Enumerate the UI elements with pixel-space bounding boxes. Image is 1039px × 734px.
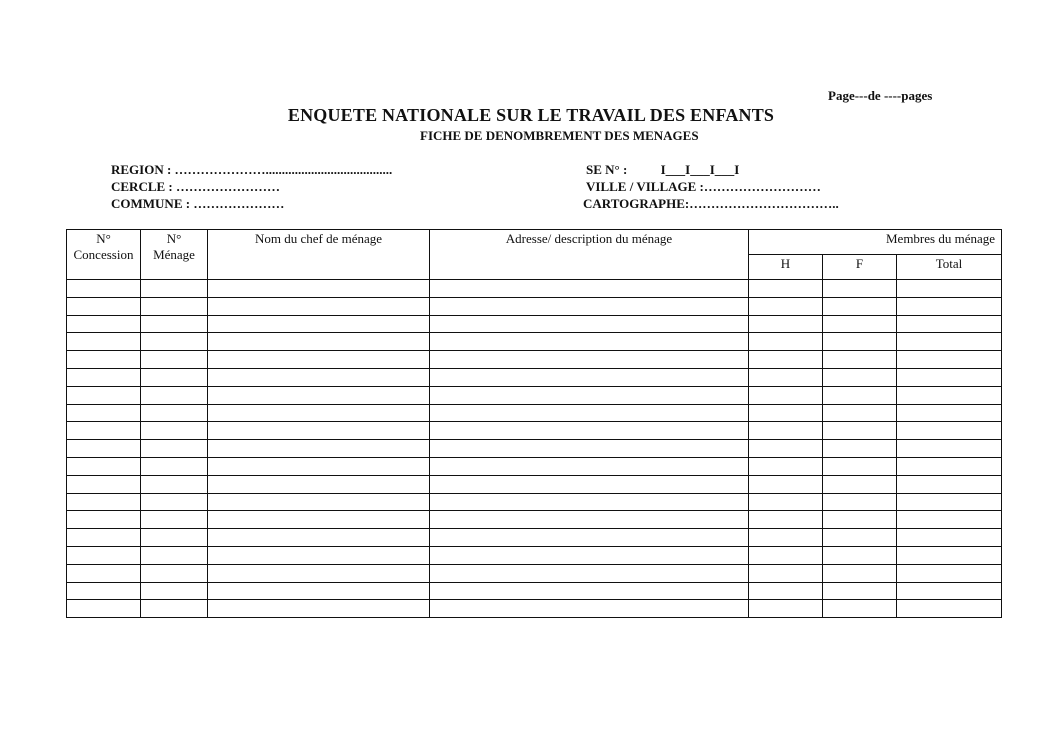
- h-cell: [749, 582, 823, 600]
- table-row: [67, 297, 1002, 315]
- f-cell: [823, 546, 897, 564]
- f-cell: [823, 386, 897, 404]
- adresse-cell: [430, 315, 749, 333]
- f-cell: [823, 422, 897, 440]
- concession-cell: [67, 368, 141, 386]
- f-cell: [823, 440, 897, 458]
- concession-cell: [67, 582, 141, 600]
- table-body: [67, 280, 1002, 618]
- chef-cell: [208, 564, 430, 582]
- menage-cell: [141, 386, 208, 404]
- table-row: [67, 386, 1002, 404]
- f-cell: [823, 475, 897, 493]
- menage-cell: [141, 600, 208, 618]
- adresse-cell: [430, 333, 749, 351]
- h-cell: [749, 297, 823, 315]
- f-cell: [823, 404, 897, 422]
- f-cell: [823, 511, 897, 529]
- col-header-concession-line1: N°: [96, 231, 111, 246]
- table-row: [67, 404, 1002, 422]
- chef-cell: [208, 386, 430, 404]
- total-cell: [897, 475, 1002, 493]
- menage-cell: [141, 351, 208, 369]
- adresse-cell: [430, 475, 749, 493]
- total-cell: [897, 404, 1002, 422]
- chef-cell: [208, 475, 430, 493]
- concession-cell: [67, 440, 141, 458]
- household-census-table: [66, 229, 1002, 618]
- total-cell: [897, 600, 1002, 618]
- chef-cell: [208, 440, 430, 458]
- chef-cell: [208, 333, 430, 351]
- adresse-cell: [430, 546, 749, 564]
- col-header-h: H: [749, 255, 823, 280]
- table-row: [67, 582, 1002, 600]
- chef-cell: [208, 546, 430, 564]
- table-row: [67, 315, 1002, 333]
- table-row: [67, 493, 1002, 511]
- adresse-cell: [430, 368, 749, 386]
- total-cell: [897, 529, 1002, 547]
- se-number-label: SE N° :: [586, 162, 628, 177]
- adresse-cell: [430, 280, 749, 298]
- adresse-cell: [430, 564, 749, 582]
- concession-cell: [67, 386, 141, 404]
- concession-cell: [67, 600, 141, 618]
- h-cell: [749, 529, 823, 547]
- menage-cell: [141, 333, 208, 351]
- total-cell: [897, 280, 1002, 298]
- cercle-field: CERCLE : ……………………: [111, 179, 281, 194]
- menage-cell: [141, 368, 208, 386]
- concession-cell: [67, 404, 141, 422]
- chef-cell: [208, 600, 430, 618]
- chef-cell: [208, 529, 430, 547]
- f-cell: [823, 280, 897, 298]
- adresse-cell: [430, 511, 749, 529]
- f-cell: [823, 564, 897, 582]
- menage-cell: [141, 404, 208, 422]
- concession-cell: [67, 546, 141, 564]
- table-row: [67, 333, 1002, 351]
- chef-cell: [208, 297, 430, 315]
- table-row: [67, 440, 1002, 458]
- cartographe-field: CARTOGRAPHE:……………………………..: [583, 196, 839, 211]
- h-cell: [749, 457, 823, 475]
- chef-cell: [208, 582, 430, 600]
- col-header-membres: Membres du ménage: [749, 230, 1002, 255]
- total-cell: [897, 457, 1002, 475]
- chef-cell: [208, 493, 430, 511]
- menage-cell: [141, 529, 208, 547]
- adresse-cell: [430, 422, 749, 440]
- adresse-cell: [430, 440, 749, 458]
- concession-cell: [67, 315, 141, 333]
- chef-cell: [208, 315, 430, 333]
- total-cell: [897, 511, 1002, 529]
- chef-cell: [208, 280, 430, 298]
- h-cell: [749, 511, 823, 529]
- adresse-cell: [430, 386, 749, 404]
- adresse-cell: [430, 493, 749, 511]
- chef-cell: [208, 422, 430, 440]
- f-cell: [823, 529, 897, 547]
- f-cell: [823, 368, 897, 386]
- table-row: [67, 422, 1002, 440]
- table-row: [67, 280, 1002, 298]
- table-row: [67, 457, 1002, 475]
- col-header-adresse: Adresse/ description du ménage: [430, 230, 749, 280]
- table-row: [67, 511, 1002, 529]
- col-header-menage-line2: Ménage: [153, 247, 195, 262]
- concession-cell: [67, 457, 141, 475]
- region-field: REGION : ………………….......................................: [111, 162, 393, 177]
- total-cell: [897, 351, 1002, 369]
- table-row: [67, 546, 1002, 564]
- col-header-concession-line2: Concession: [73, 247, 134, 262]
- table-row: [67, 368, 1002, 386]
- col-header-chef: Nom du chef de ménage: [208, 230, 430, 280]
- col-header-f: F: [823, 255, 897, 280]
- adresse-cell: [430, 404, 749, 422]
- total-cell: [897, 440, 1002, 458]
- adresse-cell: [430, 351, 749, 369]
- total-cell: [897, 297, 1002, 315]
- concession-cell: [67, 475, 141, 493]
- table-header-row: [67, 230, 1002, 255]
- total-cell: [897, 493, 1002, 511]
- total-cell: [897, 546, 1002, 564]
- h-cell: [749, 333, 823, 351]
- menage-cell: [141, 422, 208, 440]
- menage-cell: [141, 297, 208, 315]
- menage-cell: [141, 280, 208, 298]
- menage-cell: [141, 546, 208, 564]
- menage-cell: [141, 511, 208, 529]
- col-header-total: Total: [897, 255, 1002, 280]
- f-cell: [823, 297, 897, 315]
- adresse-cell: [430, 600, 749, 618]
- se-number-code: I___I___I___I: [660, 162, 740, 177]
- h-cell: [749, 493, 823, 511]
- menage-cell: [141, 440, 208, 458]
- concession-cell: [67, 529, 141, 547]
- h-cell: [749, 475, 823, 493]
- total-cell: [897, 386, 1002, 404]
- total-cell: [897, 582, 1002, 600]
- total-cell: [897, 422, 1002, 440]
- f-cell: [823, 582, 897, 600]
- menage-cell: [141, 582, 208, 600]
- concession-cell: [67, 564, 141, 582]
- f-cell: [823, 600, 897, 618]
- col-header-menage-line1: N°: [166, 231, 182, 246]
- se-number-field: [586, 162, 739, 178]
- h-cell: [749, 440, 823, 458]
- h-cell: [749, 368, 823, 386]
- form-subtitle: FICHE DE DENOMBREMENT DES MENAGES: [420, 128, 699, 143]
- table-row: [67, 351, 1002, 369]
- commune-field: COMMUNE : …………………: [111, 196, 285, 211]
- page-number: Page---de ----pages: [828, 88, 933, 103]
- f-cell: [823, 333, 897, 351]
- total-cell: [897, 368, 1002, 386]
- table-row: [67, 600, 1002, 618]
- f-cell: [823, 457, 897, 475]
- chef-cell: [208, 457, 430, 475]
- concession-cell: [67, 333, 141, 351]
- h-cell: [749, 315, 823, 333]
- h-cell: [749, 404, 823, 422]
- col-header-concession: [67, 230, 141, 280]
- table-row: [67, 475, 1002, 493]
- menage-cell: [141, 564, 208, 582]
- concession-cell: [67, 511, 141, 529]
- concession-cell: [67, 351, 141, 369]
- total-cell: [897, 564, 1002, 582]
- h-cell: [749, 422, 823, 440]
- adresse-cell: [430, 297, 749, 315]
- adresse-cell: [430, 529, 749, 547]
- concession-cell: [67, 422, 141, 440]
- form-title: ENQUETE NATIONALE SUR LE TRAVAIL DES ENFANTS: [287, 105, 775, 125]
- col-header-menage: [141, 230, 208, 280]
- total-cell: [897, 315, 1002, 333]
- h-cell: [749, 351, 823, 369]
- menage-cell: [141, 475, 208, 493]
- adresse-cell: [430, 457, 749, 475]
- f-cell: [823, 351, 897, 369]
- table-row: [67, 564, 1002, 582]
- menage-cell: [141, 493, 208, 511]
- h-cell: [749, 280, 823, 298]
- menage-cell: [141, 457, 208, 475]
- h-cell: [749, 600, 823, 618]
- h-cell: [749, 546, 823, 564]
- f-cell: [823, 315, 897, 333]
- chef-cell: [208, 404, 430, 422]
- chef-cell: [208, 351, 430, 369]
- concession-cell: [67, 493, 141, 511]
- chef-cell: [208, 511, 430, 529]
- f-cell: [823, 493, 897, 511]
- h-cell: [749, 386, 823, 404]
- adresse-cell: [430, 582, 749, 600]
- h-cell: [749, 564, 823, 582]
- chef-cell: [208, 368, 430, 386]
- concession-cell: [67, 280, 141, 298]
- concession-cell: [67, 297, 141, 315]
- table-row: [67, 529, 1002, 547]
- menage-cell: [141, 315, 208, 333]
- ville-village-field: VILLE / VILLAGE :………………………: [586, 179, 821, 194]
- total-cell: [897, 333, 1002, 351]
